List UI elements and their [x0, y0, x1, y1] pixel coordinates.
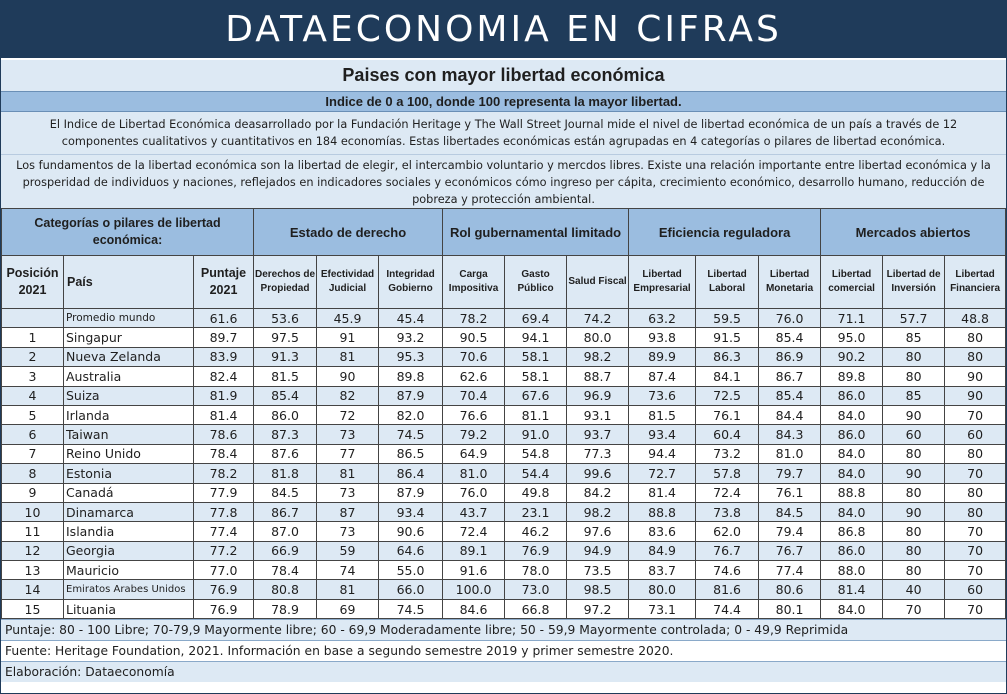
table-cell: 74.5 [379, 599, 443, 618]
table-cell: 67.6 [505, 386, 567, 405]
table-cell: 64.6 [379, 541, 443, 560]
table-cell: 89.8 [379, 367, 443, 386]
table-cell: 79.2 [443, 425, 505, 444]
table-cell: 76.7 [759, 541, 821, 560]
group-header-row [2, 209, 1006, 256]
table-cell: 85.4 [759, 328, 821, 347]
table-cell: 73.2 [696, 444, 759, 463]
table-cell: 84.0 [821, 405, 883, 424]
group-rule-of-law: Estado de derecho [254, 209, 443, 256]
table-cell: 88.0 [821, 561, 883, 580]
table-cell: 93.8 [629, 328, 696, 347]
score-legend: Puntaje: 80 - 100 Libre; 70-79,9 Mayormente libre; 60 - 69,9 Moderadamente libre; 50 - 59,9 Mayormente controlada; 0 - 49,9 Reprimida [1, 619, 1006, 640]
table-cell: 91 [317, 328, 379, 347]
table-cell: 84.0 [821, 444, 883, 463]
table-cell: 77.0 [194, 561, 254, 580]
table-cell: 80 [945, 328, 1006, 347]
table-cell: 94.4 [629, 444, 696, 463]
table-cell: 93.2 [379, 328, 443, 347]
table-cell: 80 [883, 444, 945, 463]
table-cell: 95.3 [379, 347, 443, 366]
table-cell: 73 [317, 483, 379, 502]
table-cell: 91.3 [254, 347, 317, 366]
group-reg-efficiency: Eficiencia reguladora [629, 209, 821, 256]
table-cell: 90 [883, 405, 945, 424]
table-cell: 79.4 [759, 522, 821, 541]
table-cell: 100.0 [443, 580, 505, 599]
table-cell: 5 [2, 405, 64, 424]
table-cell: 66.9 [254, 541, 317, 560]
table-cell: 86.0 [821, 541, 883, 560]
table-cell: 90.2 [821, 347, 883, 366]
col-business: Libertad Empresarial [629, 256, 696, 309]
table-cell: 78.2 [443, 309, 505, 328]
table-cell: 80 [945, 483, 1006, 502]
table-cell: 8 [2, 464, 64, 483]
table-cell: 89.9 [629, 347, 696, 366]
table-cell: 78.4 [194, 444, 254, 463]
table-cell: 86.0 [821, 425, 883, 444]
table-cell: 2 [2, 347, 64, 366]
table-cell: 40 [883, 580, 945, 599]
group-categories: Categorías o pilares de libertad económica: [2, 209, 254, 256]
table-cell: 78.9 [254, 599, 317, 618]
table-cell: 85.4 [254, 386, 317, 405]
col-trade: Libertad comercial [821, 256, 883, 309]
table-cell: 84.5 [759, 502, 821, 521]
table-cell: 57.7 [883, 309, 945, 328]
col-judicial: Efectividad Judicial [317, 256, 379, 309]
table-cell: 69 [317, 599, 379, 618]
table-row [2, 464, 1006, 483]
table-cell: 72.4 [443, 522, 505, 541]
table-cell: 13 [2, 561, 64, 580]
table-cell: 81.5 [629, 405, 696, 424]
table-cell: 91.5 [696, 328, 759, 347]
table-cell: 90.6 [379, 522, 443, 541]
table-cell: 80 [883, 561, 945, 580]
table-cell: 87.6 [254, 444, 317, 463]
table-cell: 74 [317, 561, 379, 580]
page-title: Paises con mayor libertad económica [1, 58, 1006, 91]
table-cell: 80.0 [629, 580, 696, 599]
table-row [2, 425, 1006, 444]
table-cell: Islandia [64, 522, 194, 541]
table-cell: 84.9 [629, 541, 696, 560]
table-cell: 71.1 [821, 309, 883, 328]
table-cell: 73.1 [629, 599, 696, 618]
col-position: Posición 2021 [2, 256, 64, 309]
table-cell: 12 [2, 541, 64, 560]
table-cell: 91.0 [505, 425, 567, 444]
table-cell: 59 [317, 541, 379, 560]
table-cell: 6 [2, 425, 64, 444]
table-cell: 70 [883, 599, 945, 618]
table-cell: 97.6 [567, 522, 629, 541]
table-cell: 83.7 [629, 561, 696, 580]
table-cell: 80 [883, 483, 945, 502]
table-cell: Irlanda [64, 405, 194, 424]
table-cell: 81.1 [505, 405, 567, 424]
source-note: Fuente: Heritage Foundation, 2021. Información en base a segundo semestre 2019 y primer semestre 2020. [1, 640, 1006, 661]
col-spending: Gasto Público [505, 256, 567, 309]
table-row [2, 386, 1006, 405]
table-row [2, 367, 1006, 386]
table-cell: 81.4 [194, 405, 254, 424]
table-cell: Georgia [64, 541, 194, 560]
table-cell: 66.0 [379, 580, 443, 599]
table-cell: 93.7 [567, 425, 629, 444]
table-cell: 72.5 [696, 386, 759, 405]
table-cell: 81.4 [821, 580, 883, 599]
table-cell: 62.6 [443, 367, 505, 386]
table-cell: 81.0 [443, 464, 505, 483]
table-row [2, 444, 1006, 463]
table-cell: 54.4 [505, 464, 567, 483]
table-cell: 86.3 [696, 347, 759, 366]
table-cell: 86.4 [379, 464, 443, 483]
table-cell: 86.7 [759, 367, 821, 386]
description-paragraph-1: El Indice de Libertad Económica deasarrollado por la Fundación Heritage y The Wall Street Journal mide el nivel de libertad económica de un país a través de 12 componentes cualitativos y cuantitativos en 184 economías. Estas libertades económicas están agrupadas en 4 categorías o pilares de libertad económica. [1, 112, 1006, 154]
table-cell: 98.2 [567, 502, 629, 521]
table-row [2, 599, 1006, 618]
table-cell: 83.9 [194, 347, 254, 366]
table-cell: 73.8 [696, 502, 759, 521]
col-financial: Libertad Financiera [945, 256, 1006, 309]
table-cell: 84.6 [443, 599, 505, 618]
table-row [2, 328, 1006, 347]
table-cell: 97.5 [254, 328, 317, 347]
table-cell: 87.9 [379, 386, 443, 405]
table-row [2, 502, 1006, 521]
table-cell: 76.7 [696, 541, 759, 560]
table-cell: 70 [945, 599, 1006, 618]
table-cell: 93.1 [567, 405, 629, 424]
table-cell: 73 [317, 522, 379, 541]
group-open-markets: Mercados abiertos [821, 209, 1006, 256]
table-cell: Taiwan [64, 425, 194, 444]
column-header-row [2, 256, 1006, 309]
table-cell: 90 [883, 464, 945, 483]
table-cell: 91.6 [443, 561, 505, 580]
table-cell: 86.7 [254, 502, 317, 521]
table-cell: 80 [945, 347, 1006, 366]
table-cell: 80 [883, 541, 945, 560]
table-cell: 73 [317, 425, 379, 444]
table-cell: 85 [883, 328, 945, 347]
table-cell: 49.8 [505, 483, 567, 502]
table-cell: 93.4 [379, 502, 443, 521]
table-cell [2, 309, 64, 328]
table-cell: Estonia [64, 464, 194, 483]
table-cell: 10 [2, 502, 64, 521]
table-cell: 70 [945, 522, 1006, 541]
table-cell: 78.6 [194, 425, 254, 444]
table-cell: 81 [317, 464, 379, 483]
table-cell: Suiza [64, 386, 194, 405]
table-cell: Australia [64, 367, 194, 386]
table-cell: 60 [945, 425, 1006, 444]
table-cell: 76.1 [759, 483, 821, 502]
table-cell: 7 [2, 444, 64, 463]
table-cell: 73.5 [567, 561, 629, 580]
table-cell: 80 [883, 522, 945, 541]
table-cell: 73.6 [629, 386, 696, 405]
table-cell: 97.2 [567, 599, 629, 618]
table-cell: 93.4 [629, 425, 696, 444]
table-cell: 99.6 [567, 464, 629, 483]
table-cell: 80.6 [759, 580, 821, 599]
table-cell: 23.1 [505, 502, 567, 521]
table-cell: 98.5 [567, 580, 629, 599]
table-cell: 76.9 [505, 541, 567, 560]
table-cell: 74.4 [696, 599, 759, 618]
table-cell: 77.2 [194, 541, 254, 560]
table-cell: 76.0 [443, 483, 505, 502]
table-cell: 87.4 [629, 367, 696, 386]
table-cell: 81.0 [759, 444, 821, 463]
table-cell: 90 [945, 367, 1006, 386]
table-cell: 81.8 [254, 464, 317, 483]
table-cell: 74.5 [379, 425, 443, 444]
table-cell: 90.5 [443, 328, 505, 347]
table-cell: 80.0 [567, 328, 629, 347]
table-cell: 70 [945, 464, 1006, 483]
table-cell: 54.8 [505, 444, 567, 463]
table-cell: 76.1 [696, 405, 759, 424]
table-cell: 77 [317, 444, 379, 463]
table-cell: 84.5 [254, 483, 317, 502]
table-cell: 58.1 [505, 367, 567, 386]
table-cell: Promedio mundo [64, 309, 194, 328]
table-cell: 84.2 [567, 483, 629, 502]
index-description: Indice de 0 a 100, donde 100 representa la mayor libertad. [1, 91, 1006, 112]
table-cell: 74.2 [567, 309, 629, 328]
table-cell: 84.0 [821, 464, 883, 483]
description-paragraph-2: Los fundamentos de la libertad económica son la libertad de elegir, el intercambio voluntario y mercdos libres. Existe una relación importante entre libertad económica y la prosperidad de individuos y naciones, reflejados en indicadores sociales y económicos cómo ingreso per cápita, crecimiento económico, desarrollo humano, reducción de pobreza y protección ambiental. [1, 154, 1006, 208]
table-cell: 48.8 [945, 309, 1006, 328]
table-cell: 90 [883, 502, 945, 521]
table-cell: 81.4 [629, 483, 696, 502]
table-cell: 82.0 [379, 405, 443, 424]
table-cell: 84.0 [821, 502, 883, 521]
table-cell: 82.4 [194, 367, 254, 386]
table-cell: 3 [2, 367, 64, 386]
table-cell: 88.7 [567, 367, 629, 386]
table-cell: 81.6 [696, 580, 759, 599]
table-cell: 66.8 [505, 599, 567, 618]
table-cell: 70 [945, 405, 1006, 424]
table-cell: 76.0 [759, 309, 821, 328]
table-cell: Nueva Zelanda [64, 347, 194, 366]
table-cell: 70 [945, 561, 1006, 580]
table-cell: 80 [945, 444, 1006, 463]
table-cell: 1 [2, 328, 64, 347]
table-cell: 84.3 [759, 425, 821, 444]
table-cell: 60 [945, 580, 1006, 599]
table-row [2, 347, 1006, 366]
table-cell: 89.7 [194, 328, 254, 347]
table-cell: 81.9 [194, 386, 254, 405]
col-country: País [64, 256, 194, 309]
table-cell: 46.2 [505, 522, 567, 541]
table-cell: Canadá [64, 483, 194, 502]
col-investment: Libertad de Inversión [883, 256, 945, 309]
table-row [2, 541, 1006, 560]
table-cell: 74.6 [696, 561, 759, 580]
table-cell: 45.9 [317, 309, 379, 328]
table-row-average [2, 309, 1006, 328]
table-cell: 77.4 [194, 522, 254, 541]
table-cell: 87.0 [254, 522, 317, 541]
freedom-table [1, 208, 1006, 619]
table-cell: 89.8 [821, 367, 883, 386]
table-cell: 88.8 [629, 502, 696, 521]
table-cell: 81.5 [254, 367, 317, 386]
table-cell: 84.0 [821, 599, 883, 618]
table-cell: 76.9 [194, 580, 254, 599]
table-cell: 80.8 [254, 580, 317, 599]
table-cell: 80 [883, 347, 945, 366]
table-cell: 77.4 [759, 561, 821, 580]
table-cell: 90 [945, 386, 1006, 405]
table-cell: 64.9 [443, 444, 505, 463]
table-cell: 58.1 [505, 347, 567, 366]
table-cell: 57.8 [696, 464, 759, 483]
table-cell: 95.0 [821, 328, 883, 347]
table-cell: Emiratos Arabes Unidos [64, 580, 194, 599]
table-row [2, 580, 1006, 599]
table-cell: 76.9 [194, 599, 254, 618]
col-score: Puntaje 2021 [194, 256, 254, 309]
table-cell: 77.9 [194, 483, 254, 502]
table-cell: 89.1 [443, 541, 505, 560]
table-cell: 69.4 [505, 309, 567, 328]
table-cell: 88.8 [821, 483, 883, 502]
table-cell: 9 [2, 483, 64, 502]
table-cell: 63.2 [629, 309, 696, 328]
table-cell: 77.8 [194, 502, 254, 521]
table-cell: 72.7 [629, 464, 696, 483]
col-fiscal: Salud Fiscal [567, 256, 629, 309]
table-row [2, 483, 1006, 502]
table-cell: 78.4 [254, 561, 317, 580]
table-cell: 82 [317, 386, 379, 405]
table-cell: 87 [317, 502, 379, 521]
table-cell: 80 [883, 367, 945, 386]
table-cell: 80.1 [759, 599, 821, 618]
table-cell: 43.7 [443, 502, 505, 521]
table-cell: 86.5 [379, 444, 443, 463]
table-row [2, 522, 1006, 541]
table-cell: 86.8 [821, 522, 883, 541]
table-cell: Lituania [64, 599, 194, 618]
table-cell: 90 [317, 367, 379, 386]
table-row [2, 561, 1006, 580]
table-cell: 62.0 [696, 522, 759, 541]
table-cell: Mauricio [64, 561, 194, 580]
col-monetary: Libertad Monetaria [759, 256, 821, 309]
col-tax: Carga Impositiva [443, 256, 505, 309]
table-cell: 85 [883, 386, 945, 405]
table-cell: 15 [2, 599, 64, 618]
table-cell: 87.3 [254, 425, 317, 444]
table-cell: 53.6 [254, 309, 317, 328]
table-cell: Reino Unido [64, 444, 194, 463]
table-cell: 45.4 [379, 309, 443, 328]
col-integrity: Integridad Gobierno [379, 256, 443, 309]
table-cell: 60.4 [696, 425, 759, 444]
table-cell: 86.9 [759, 347, 821, 366]
group-gov-size: Rol gubernamental limitado [443, 209, 629, 256]
table-cell: 80 [945, 502, 1006, 521]
table-row [2, 405, 1006, 424]
table-cell: Singapur [64, 328, 194, 347]
table-cell: Dinamarca [64, 502, 194, 521]
table-cell: 73.0 [505, 580, 567, 599]
col-property: Derechos de Propiedad [254, 256, 317, 309]
table-cell: 85.4 [759, 386, 821, 405]
banner-title: DATAECONOMIA EN CIFRAS [1, 1, 1006, 58]
table-cell: 4 [2, 386, 64, 405]
table-cell: 61.6 [194, 309, 254, 328]
table-cell: 96.9 [567, 386, 629, 405]
table-cell: 84.1 [696, 367, 759, 386]
table-body [2, 309, 1006, 619]
table-cell: 60 [883, 425, 945, 444]
table-cell: 81 [317, 580, 379, 599]
table-cell: 98.2 [567, 347, 629, 366]
table-cell: 86.0 [821, 386, 883, 405]
table-cell: 72.4 [696, 483, 759, 502]
table-cell: 70.4 [443, 386, 505, 405]
credit-note: Elaboración: Dataeconomía [1, 661, 1006, 682]
table-cell: 72 [317, 405, 379, 424]
table-cell: 81 [317, 347, 379, 366]
table-cell: 86.0 [254, 405, 317, 424]
table-cell: 59.5 [696, 309, 759, 328]
table-cell: 77.3 [567, 444, 629, 463]
table-cell: 83.6 [629, 522, 696, 541]
table-cell: 11 [2, 522, 64, 541]
table-cell: 78.0 [505, 561, 567, 580]
table-cell: 94.9 [567, 541, 629, 560]
table-cell: 70 [945, 541, 1006, 560]
col-labor: Libertad Laboral [696, 256, 759, 309]
table-cell: 79.7 [759, 464, 821, 483]
table-cell: 14 [2, 580, 64, 599]
table-cell: 55.0 [379, 561, 443, 580]
table-cell: 76.6 [443, 405, 505, 424]
table-cell: 94.1 [505, 328, 567, 347]
table-cell: 84.4 [759, 405, 821, 424]
table-cell: 78.2 [194, 464, 254, 483]
table-cell: 87.9 [379, 483, 443, 502]
table-cell: 70.6 [443, 347, 505, 366]
